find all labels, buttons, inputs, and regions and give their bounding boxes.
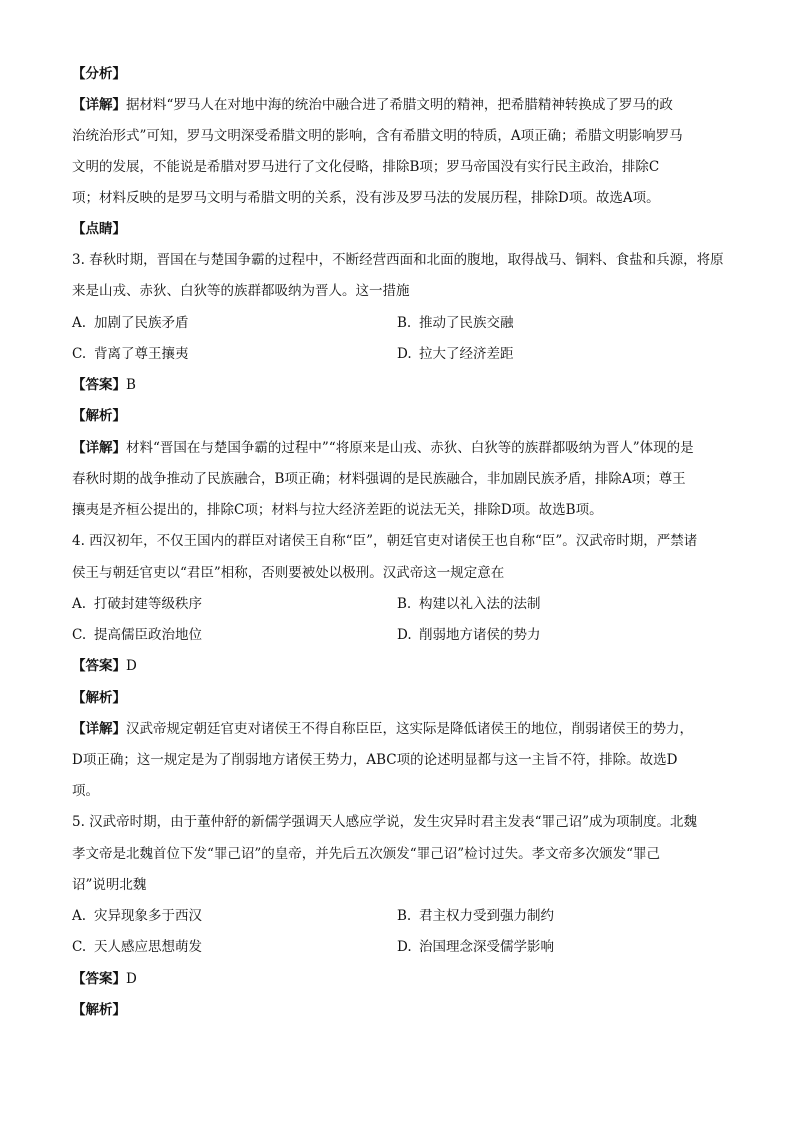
- q4-detail-line-3: 项。: [72, 783, 99, 799]
- q3-detail-line-1: 【详解】材料“晋国在与楚国争霸的过程中”“将原来是山戎、赤狄、白狄等的族群都吸纳为晋人”体现的是: [72, 440, 694, 456]
- q2-analysis-tag: 【分析】: [72, 66, 126, 82]
- q5-analysis-tag: 【解析】: [72, 1002, 126, 1018]
- q4-option-c: C. 提高儒臣政治地位: [72, 627, 202, 643]
- q4-analysis-tag: 【解析】: [72, 690, 126, 706]
- q3-detail-line-2: 春秋时期的战争推动了民族融合，B项正确；材料强调的是民族融合，非加剧民族矛盾，排除A项；尊王: [72, 471, 686, 487]
- q3-analysis-tag: 【解析】: [72, 408, 126, 424]
- q3-option-d: D. 拉大了经济差距: [397, 346, 514, 362]
- q2-comment-tag: 【点睛】: [72, 221, 126, 237]
- q2-detail-line-1: 【详解】据材料“罗马人在对地中海的统治中融合进了希腊文明的精神，把希腊精神转换成了罗马的政: [72, 97, 673, 113]
- q5-option-c: C. 天人感应思想萌发: [72, 939, 202, 955]
- q5-stem-line-1: 5. 汉武帝时期，由于董仲舒的新儒学强调天人感应学说，发生灾异时君主发表“罪己诏”成为项制度。北魏: [72, 814, 697, 830]
- q2-detail-line-4: 项；材料反映的是罗马文明与希腊文明的关系，没有涉及罗马法的发展历程，排除D项。故选A项。: [72, 190, 660, 206]
- q3-stem-line-1: 3. 春秋时期，晋国在与楚国争霸的过程中，不断经营西面和北面的腹地，取得战马、铜料、食盐和兵源，将原: [72, 252, 724, 268]
- q3-stem-line-2: 来是山戎、赤狄、白狄等的族群都吸纳为晋人。这一措施: [72, 283, 410, 299]
- q5-option-b: B. 君主权力受到强力制约: [397, 908, 554, 924]
- q3-option-b: B. 推动了民族交融: [397, 315, 514, 331]
- q4-option-b: B. 构建以礼入法的法制: [397, 596, 541, 612]
- q3-option-c: C. 背离了尊王攘夷: [72, 346, 189, 362]
- q3-detail-line-3: 攘夷是齐桓公提出的，排除C项；材料与拉大经济差距的说法无关，排除D项。故选B项。: [72, 502, 603, 518]
- q4-answer: 【答案】D: [72, 658, 137, 674]
- q2-detail-tag: 【详解】: [72, 97, 126, 113]
- q4-stem-line-1: 4. 西汉初年，不仅王国内的群臣对诸侯王自称“臣”，朝廷官吏对诸侯王也自称“臣”。汉武帝时期，严禁诸: [72, 533, 698, 549]
- q4-detail-line-1: 【详解】汉武帝规定朝廷官吏对诸侯王不得自称臣臣，这实际是降低诸侯王的地位，削弱诸侯王的势力，: [72, 721, 693, 737]
- q3-answer: 【答案】B: [72, 377, 136, 393]
- q5-stem-line-2: 孝文帝是北魏首位下发“罪己诏”的皇帝，并先后五次颁发“罪己诏”检讨过失。孝文帝多次颁发“罪己: [72, 846, 661, 862]
- q4-detail-line-2: D项正确；这一规定是为了削弱地方诸侯王势力，ABC项的论述明显都与这一主旨不符，排除。故选D: [72, 752, 678, 768]
- q5-option-d: D. 治国理念深受儒学影响: [397, 939, 554, 955]
- q5-answer: 【答案】D: [72, 971, 137, 987]
- q2-detail-line-2: 治统治形式”可知，罗马文明深受希腊文明的影响，含有希腊文明的特质，A项正确；希腊文明影响罗马: [72, 128, 683, 144]
- q2-detail-line-3: 文明的发展，不能说是希腊对罗马进行了文化侵略，排除B项；罗马帝国没有实行民主政治，排除C: [72, 159, 660, 175]
- q4-option-a: A. 打破封建等级秩序: [72, 596, 202, 612]
- q5-stem-line-3: 诏”说明北魏: [72, 877, 147, 893]
- q4-option-d: D. 削弱地方诸侯的势力: [397, 627, 541, 643]
- q3-option-a: A. 加剧了民族矛盾: [72, 315, 189, 331]
- q5-option-a: A. 灾异现象多于西汉: [72, 908, 202, 924]
- q4-stem-line-2: 侯王与朝廷官吏以“君臣”相称，否则要被处以极刑。汉武帝这一规定意在: [72, 565, 505, 581]
